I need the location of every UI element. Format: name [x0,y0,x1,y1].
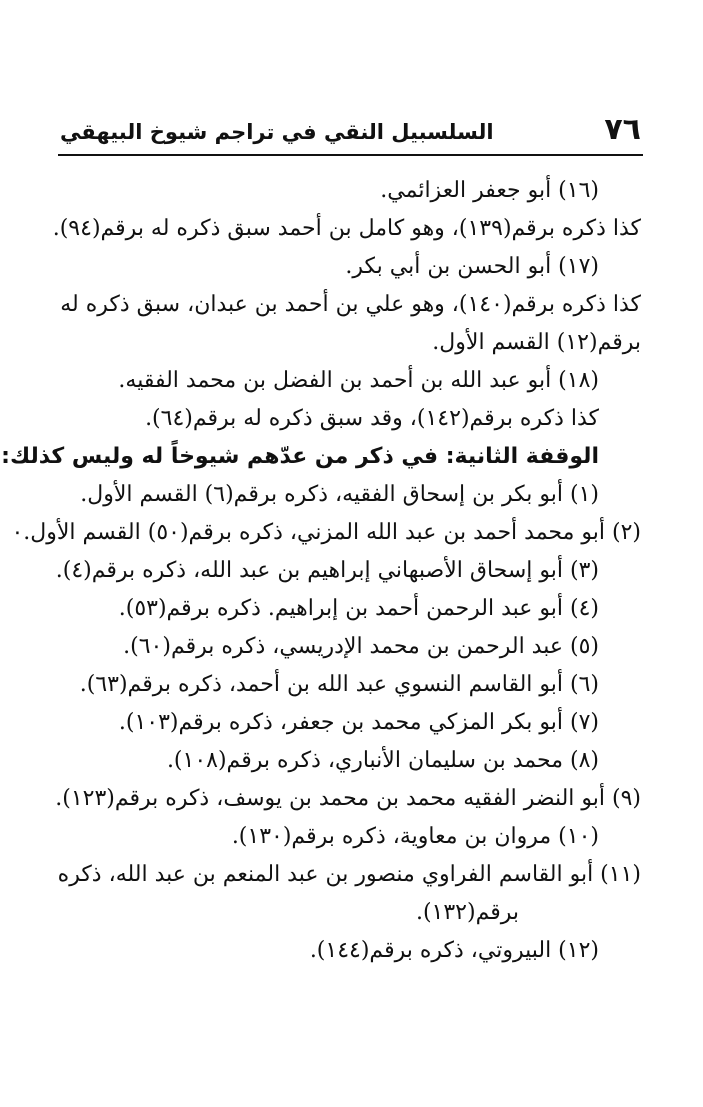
list-item: (١) أبو بكر بن إسحاق الفقيه، ذكره برقم(٦) القسم الأول. [80,482,599,507]
section-heading: الوقفة الثانية: في ذكر من عدّهم شيوخاً له وليس كذلك: [1,444,599,469]
list-item: (٥) عبد الرحمن بن محمد الإدريسي، ذكره برقم(٦٠). [123,634,599,659]
list-item: (٨) محمد بن سليمان الأنباري، ذكره برقم(١٠٨). [166,748,599,773]
note-line: كذا ذكره برقم(١٤٠)، وهو علي بن أحمد بن عبدان، سبق ذكره له [60,292,641,317]
page-number: ٧٦ [604,112,641,147]
note-line-continued: برقم(١٢) القسم الأول. [432,330,641,355]
list-item: (١٢) البيروتي، ذكره برقم(١٤٤). [309,938,599,963]
list-item: (١٦) أبو جعفر العزائمي. [380,178,599,203]
running-title: السلسبيل النقي في تراجم شيوخ البيهقي [60,120,494,144]
note-line: كذا ذكره برقم(١٣٩)، وهو كامل بن أحمد سبق ذكره له برقم(٩٤). [52,216,641,241]
list-item: (٩) أبو النضر الفقيه محمد بن محمد بن يوسف، ذكره برقم(١٢٣). [55,786,641,811]
page-header [60,112,641,154]
list-item: (١٨) أبو عبد الله بن أحمد بن الفضل بن محمد الفقيه. [118,368,599,393]
list-item: (٦) أبو القاسم النسوي عبد الله بن أحمد، ذكره برقم(٦٣). [79,672,599,697]
list-item: (٣) أبو إسحاق الأصبهاني إبراهيم بن عبد الله، ذكره برقم(٤). [55,558,599,583]
note-line: كذا ذكره برقم(١٤٢)، وقد سبق ذكره له برقم(٦٤). [145,406,599,431]
page-body [1,172,641,970]
list-item: (١٠) مروان بن معاوية، ذكره برقم(١٣٠). [231,824,599,849]
header-rule [58,154,643,156]
list-item: (١٧) أبو الحسن بن أبي بكر. [345,254,599,279]
list-item: (٢) أبو محمد أحمد بن عبد الله المزني، ذكره برقم(٥٠) القسم الأول.٠ [11,520,641,545]
list-item: (٧) أبو بكر المزكي محمد بن جعفر، ذكره برقم(١٠٣). [118,710,599,735]
list-item-continued: برقم(١٣٢). [415,900,519,925]
list-item: (١١) أبو القاسم الفراوي منصور بن عبد المنعم بن عبد الله، ذكره [57,862,641,887]
list-item: (٤) أبو عبد الرحمن أحمد بن إبراهيم. ذكره برقم(٥٣). [118,596,599,621]
